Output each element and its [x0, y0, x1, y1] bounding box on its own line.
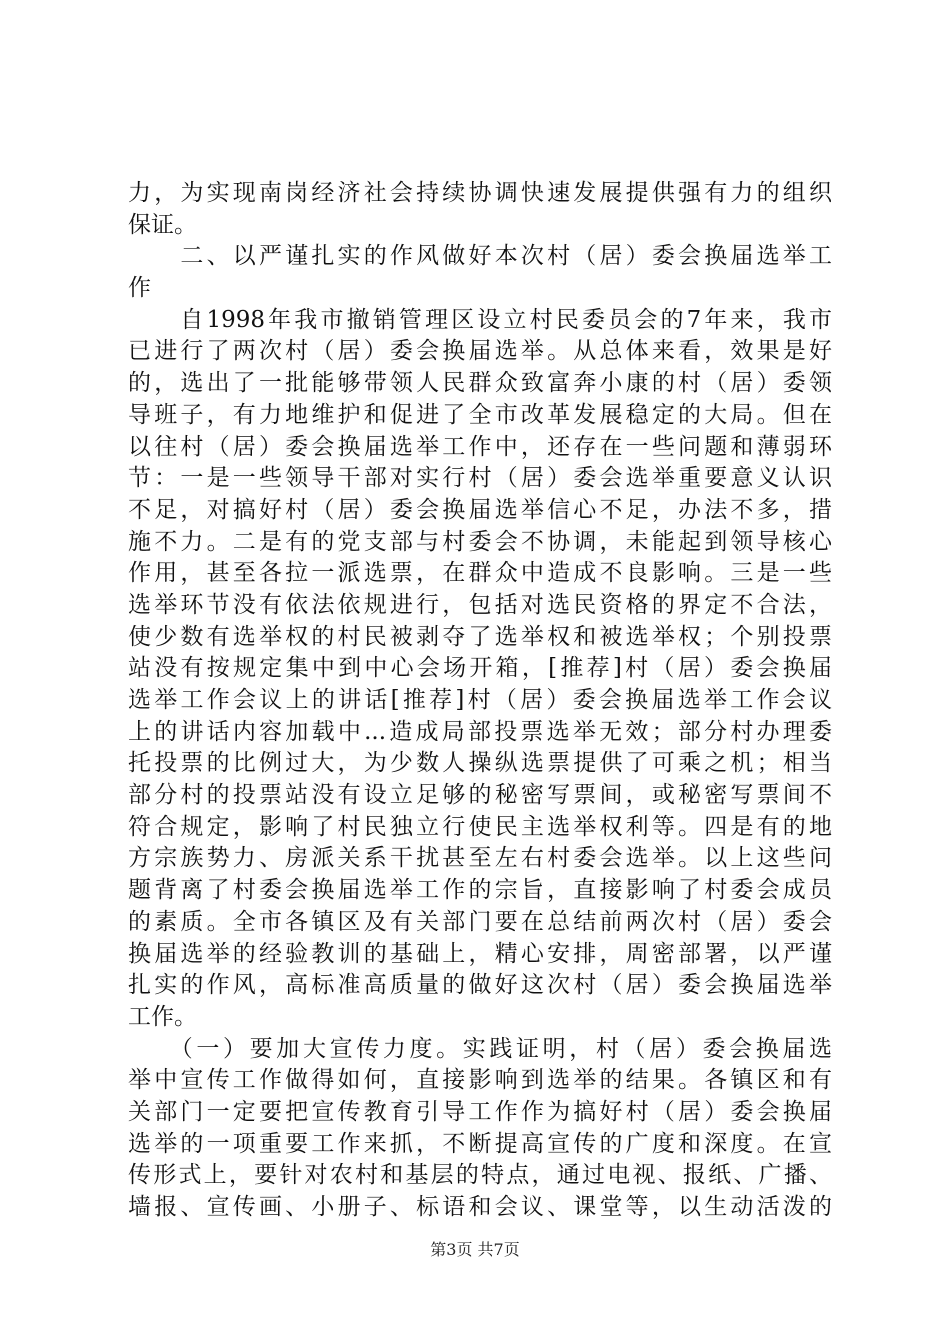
text-line: 部分村的投票站没有设立足够的秘密写票间，或秘密写票间不: [128, 782, 832, 809]
body-text: [128, 178, 832, 1224]
text-line: （一）要加大宣传力度。实践证明，村（居）委会换届选: [128, 1035, 832, 1062]
text-line: 上的讲话内容加载中...造成局部投票选举无效；部分村办理委: [128, 718, 832, 745]
text-line: 关部门一定要把宣传教育引导工作作为搞好村（居）委会换届: [128, 1098, 832, 1125]
text-line: 选举环节没有依法依规进行，包括对选民资格的界定不合法，: [128, 591, 832, 618]
text-line: 已进行了两次村（居）委会换届选举。从总体来看，效果是好: [128, 338, 832, 365]
text-line: 的素质。全市各镇区及有关部门要在总结前两次村（居）委会: [128, 908, 832, 935]
text-line: 墙报、宣传画、小册子、标语和会议、课堂等，以生动活泼的: [128, 1194, 832, 1220]
text-line: 二、以严谨扎实的作风做好本次村（居）委会换届选举工: [128, 243, 832, 270]
text-line: 作用，甚至各拉一派选票，在群众中造成不良影响。三是一些: [128, 560, 832, 587]
text-line: 节：一是一些领导干部对实行村（居）委会选举重要意义认识: [128, 465, 832, 492]
text-line: 的，选出了一批能够带领人民群众致富奔小康的村（居）委领: [128, 370, 832, 397]
text-line: 传形式上，要针对农村和基层的特点，通过电视、报纸、广播、: [128, 1162, 832, 1189]
text-line: 选举工作会议上的讲话[推荐]村（居）委会换届选举工作会议: [128, 687, 832, 713]
text-line: 不足，对搞好村（居）委会换届选举信心不足，办法不多，措: [128, 496, 832, 523]
text-line: 换届选举的经验教训的基础上，精心安排，周密部署，以严谨: [128, 940, 832, 967]
text-line: 举中宣传工作做得如何，直接影响到选举的结果。各镇区和有: [128, 1067, 832, 1094]
text-line: 题背离了村委会换届选举工作的宗旨，直接影响了村委会成员: [128, 877, 832, 904]
text-line: 保证。: [128, 211, 197, 238]
text-line: 使少数有选举权的村民被剥夺了选举权和被选举权；个别投票: [128, 623, 832, 650]
text-line: 施不力。二是有的党支部与村委会不协调，未能起到领导核心: [128, 528, 832, 555]
text-line: 站没有按规定集中到中心会场开箱，[推荐]村（居）委会换届: [128, 655, 832, 682]
text-line: 选举的一项重要工作来抓，不断提高宣传的广度和深度。在宣: [128, 1130, 832, 1157]
text-line: 扎实的作风，高标准高质量的做好这次村（居）委会换届选举: [128, 972, 832, 999]
text-line: 符合规定，影响了村民独立行使民主选举权利等。四是有的地: [128, 813, 832, 840]
text-line: 导班子，有力地维护和促进了全市改革发展稳定的大局。但在: [128, 401, 832, 428]
text-line: 方宗族势力、房派关系干扰甚至左右村委会选举。以上这些问: [128, 845, 832, 872]
text-line: 自1998年我市撤销管理区设立村民委员会的7年来，我市: [128, 306, 832, 333]
text-line: 作: [128, 275, 151, 302]
page-footer: 第3页 共7页: [430, 1240, 520, 1259]
text-line: 力，为实现南岗经济社会持续协调快速发展提供强有力的组织: [128, 180, 832, 206]
text-line: 托投票的比例过大，为少数人操纵选票提供了可乘之机；相当: [128, 750, 832, 777]
text-line: 以往村（居）委会换届选举工作中，还存在一些问题和薄弱环: [128, 433, 832, 460]
text-line: 工作。: [128, 1003, 197, 1030]
